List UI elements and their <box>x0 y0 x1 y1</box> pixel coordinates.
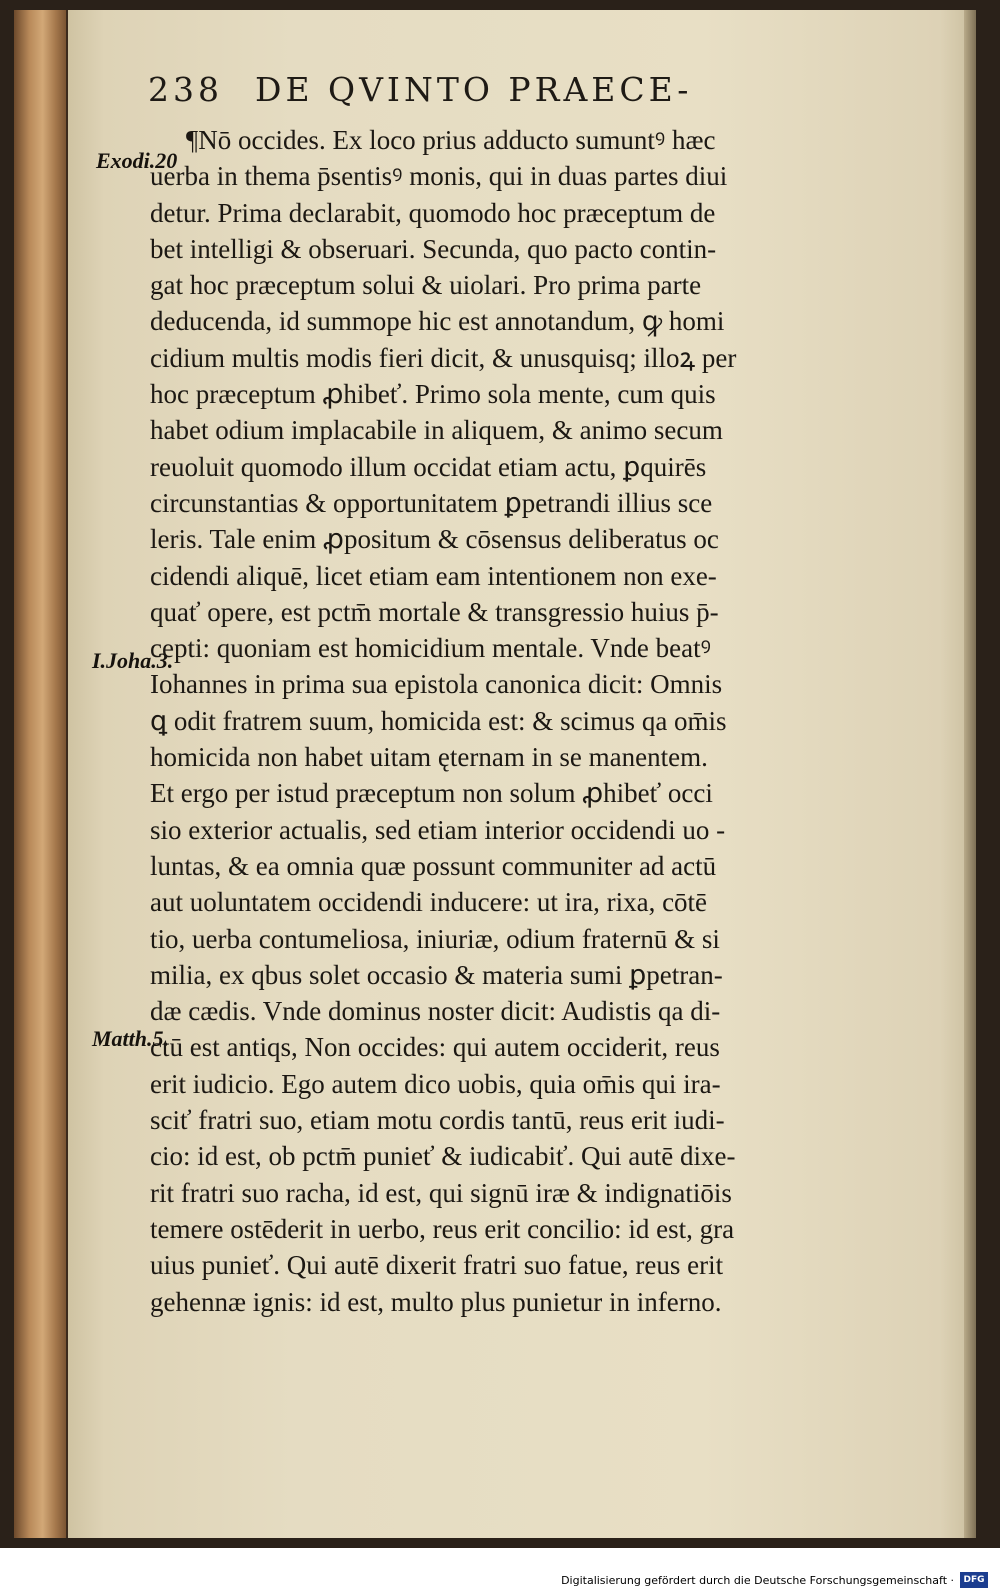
text-line: circunstantias & opportunitatem ꝑpetrandi illius sce <box>150 487 713 518</box>
text-line: cepti: quoniam est homicidium mentale. Vnde beatꝰ <box>150 633 711 664</box>
funding-credit: Digitalisierung gefördert durch die Deutsche Forschungsgemeinschaft · <box>561 1574 954 1587</box>
page-number: 238 <box>148 70 223 109</box>
text-line: ꝗ odit fratrem suum, homicida est: & scimus qa om̄is <box>150 705 727 736</box>
text-line: cidium multis modis fieri dicit, & unusquisq; illoꝝ per <box>150 342 737 373</box>
text-line: bet intelligi & obseruari. Secunda, quo pacto contin- <box>150 233 717 264</box>
text-line: uius punieť. Qui autē dixerit fratri suo fatue, reus erit <box>150 1250 724 1281</box>
text-line: leris. Tale enim ꝓpositum & cōsensus deliberatus oc <box>150 524 719 555</box>
footer-bar <box>0 1548 1000 1593</box>
text-line: ctū est antiqs, Non occides: qui autem occiderit, reus <box>150 1032 720 1063</box>
text-line: dæ cædis. Vnde dominus noster dicit: Audistis qa di- <box>150 996 721 1027</box>
margin-note-matthew: Matth.5. <box>92 1026 170 1051</box>
body-text <box>150 122 920 1320</box>
text-line: reuoluit quomodo illum occidat etiam actu, ꝑquirēs <box>150 451 707 482</box>
text-line: Iohannes in prima sua epistola canonica dicit: Omnis <box>150 669 723 700</box>
dfg-logo: DFG <box>960 1572 988 1588</box>
text-line: homicida non habet uitam ęternam in se manentem. <box>150 742 708 773</box>
book-spine <box>14 10 66 1538</box>
text-line: Et ergo per istud præceptum non solum ꝓhibeť occi <box>150 778 713 809</box>
text-line: hoc præceptum ꝓhibeť. Primo sola mente, cum quis <box>150 379 716 410</box>
margin-note-exodus: Exodi.20 <box>96 148 178 173</box>
text-line: gehennæ ignis: id est, multo plus punietur in inferno. <box>150 1286 722 1317</box>
text-line: temere ostēderit in uerbo, reus erit concilio: id est, gra <box>150 1213 735 1244</box>
page-edge <box>964 10 976 1538</box>
text-line: milia, ex qbus solet occasio & materia sumi ꝑpetran- <box>150 959 723 990</box>
text-line: cio: id est, ob pctm̄ punieť & iudicabiť. Qui autē dixe- <box>150 1141 736 1172</box>
text-line: quať opere, est pctm̄ mortale & transgressio huius p̄- <box>150 596 719 627</box>
text-line: cidendi aliquē, licet etiam eam intentionem non exe- <box>150 560 717 591</box>
text-line: detur. Prima declarabit, quomodo hoc præceptum de <box>150 197 716 228</box>
text-line: habet odium implacabile in aliquem, & animo secum <box>150 415 723 446</box>
text-line: uerba in thema p̄sentisꝰ monis, qui in duas partes diui <box>150 161 728 192</box>
text-line: gat hoc præceptum solui & uiolari. Pro prima parte <box>150 270 702 301</box>
text-line: sciť fratri suo, etiam motu cordis tantū, reus erit iudi- <box>150 1105 725 1136</box>
running-head-title: DE QVINTO PRAECE- <box>255 70 693 109</box>
margin-note-john: I.Joha.3. <box>92 648 174 673</box>
text-line: rit fratri suo racha, id est, qui signū iræ & indignatiōis <box>150 1177 732 1208</box>
text-line: luntas, & ea omnia quæ possunt communiter ad actū <box>150 850 717 881</box>
text-line: deducenda, id summope hic est annotandum, ꝙ homi <box>150 306 725 337</box>
running-header <box>148 70 848 120</box>
text-line: tio, uerba contumeliosa, iniuriæ, odium fraternū & si <box>150 923 720 954</box>
text-line: ¶Nō occides. Ex loco prius adducto sumuntꝰ hæc <box>186 125 716 155</box>
text-line: sio exterior actualis, sed etiam interior occidendi uo - <box>150 814 726 845</box>
text-line: aut uoluntatem occidendi inducere: ut ira, rixa, cōtē <box>150 887 708 918</box>
text-line: erit iudicio. Ego autem dico uobis, quia om̄is qui ira- <box>150 1068 721 1099</box>
